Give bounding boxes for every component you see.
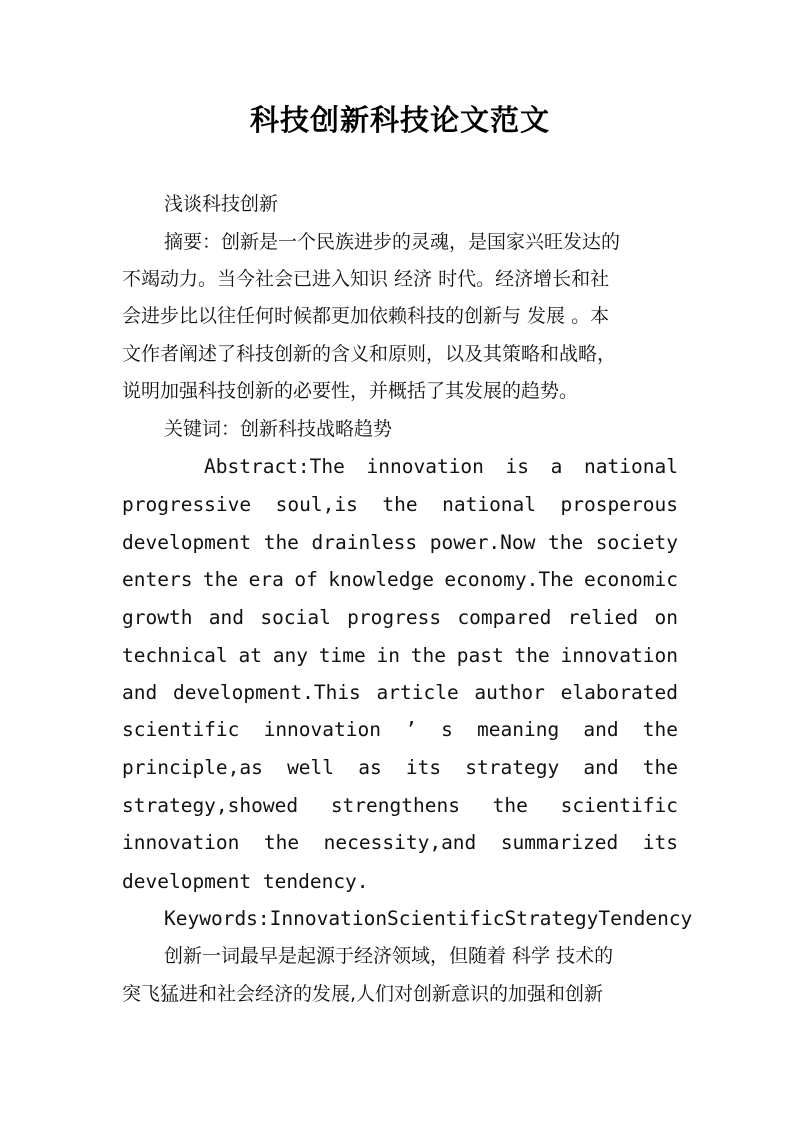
keywords-cn: 关键词：创新科技战略趋势 (164, 418, 393, 440)
abstract-en-word: s (441, 718, 453, 741)
abstract-en-word: and (208, 606, 245, 629)
abstract-en-word: power.Now (429, 531, 536, 554)
abstract-en-word: article (376, 681, 459, 704)
abstract-en-word: of (294, 568, 318, 591)
abstract-en-word: the (514, 644, 550, 667)
abstract-en-word: soul,is (275, 493, 358, 516)
abstract-en-word: prosperous (560, 493, 678, 516)
abstract-en-word: the (263, 531, 299, 554)
abstract-en-word: innovation (366, 455, 484, 478)
abstract-en-line (204, 453, 678, 481)
abstract-en-word: economic (584, 568, 678, 591)
abstract-en-word: development.This (172, 681, 361, 704)
abstract-en-word: the (492, 794, 528, 817)
abstract-en-word: innovation (122, 831, 240, 854)
abstract-en-line (122, 792, 678, 820)
abstract-en-word: ’ (405, 718, 417, 741)
abstract-en-word: is (505, 455, 530, 478)
abstract-en-word: strengthens (330, 794, 460, 817)
abstract-en-word: innovation (560, 644, 678, 667)
abstract-en-word: the (382, 493, 418, 516)
abstract-en-word: principle,as (122, 756, 263, 779)
abstract-cn-line: 会进步比以往任何时候都更加依赖科技的创新与 发展 。本 (122, 305, 610, 327)
abstract-en-word: drainless (311, 531, 418, 554)
abstract-en-word: enters (122, 568, 193, 591)
abstract-en-word: the (547, 531, 584, 554)
abstract-en-line (122, 679, 678, 707)
abstract-en-word: past (456, 644, 504, 667)
abstract-cn-line: 摘要：创新是一个民族进步的灵魂，是国家兴旺发达的 (164, 231, 621, 253)
abstract-en-word: social (260, 606, 331, 629)
abstract-en-word: any (272, 644, 308, 667)
abstract-en-word: scientific (122, 718, 240, 741)
abstract-en-word: progress (347, 606, 442, 629)
abstract-en-word: progressive (122, 493, 252, 516)
abstract-en-word: at (238, 644, 262, 667)
abstract-en-word: growth (122, 606, 193, 629)
abstract-cn-line: 不竭动力。当今社会已进入知识 经济 时代。经济增长和社 (122, 268, 610, 290)
body-cn-line: 创新一词最早是起源于经济领域，但随着 科学 技术的 (164, 945, 614, 967)
abstract-en-word: development (122, 531, 252, 554)
abstract-en-word: national (584, 455, 678, 478)
abstract-en-word: its (642, 831, 678, 854)
abstract-en-word: the (410, 644, 446, 667)
abstract-en-word: meaning (477, 718, 560, 741)
abstract-en-line (122, 604, 678, 632)
abstract-en-word: national (442, 493, 537, 516)
abstract-en-line (122, 529, 678, 557)
abstract-en-word: technical (122, 644, 228, 667)
abstract-en-line (122, 754, 678, 782)
abstract-en-line: development tendency. (122, 870, 369, 893)
abstract-en-word: relied (567, 606, 639, 629)
abstract-en-word: the (263, 831, 300, 854)
abstract-en-word: scientific (560, 794, 678, 817)
abstract-en-line (122, 642, 678, 670)
abstract-en-word: strategy,showed (122, 794, 299, 817)
abstract-en-word: summarized (500, 831, 619, 854)
abstract-en-line (122, 716, 678, 744)
body-cn-line: 突飞猛进和社会经济的发展,人们对创新意识的加强和创新 (122, 983, 604, 1005)
abstract-en-word: era (248, 568, 284, 591)
abstract-en-word: knowledge (328, 568, 434, 591)
abstract-en-word: and (122, 681, 158, 704)
abstract-en-word: necessity,and (323, 831, 477, 854)
keywords-en: Keywords:InnovationScientificStrategyTendency (164, 907, 693, 930)
abstract-en-word: and (583, 756, 619, 779)
abstract-en-word: Abstract:The (204, 455, 345, 478)
abstract-en-word: and (583, 718, 619, 741)
abstract-cn-line: 说明加强科技创新的必要性，并概括了其发展的趋势。 (122, 380, 579, 402)
abstract-en-word: economy.The (444, 568, 574, 591)
abstract-en-word: in (376, 644, 400, 667)
abstract-cn-line: 文作者阐述了科技创新的含义和原则，以及其策略和战略， (122, 343, 617, 365)
abstract-en-line (122, 829, 678, 857)
abstract-en-word: as (358, 756, 382, 779)
abstract-en-word: the (202, 568, 239, 591)
abstract-en-word: compared (457, 606, 552, 629)
abstract-en-word: author (474, 681, 545, 704)
subtitle: 浅谈科技创新 (164, 193, 279, 215)
abstract-en-word: society (595, 531, 678, 554)
abstract-en-word: its (405, 756, 442, 779)
abstract-en-line (122, 566, 678, 594)
page-title: 科技创新科技论文范文 (249, 103, 550, 137)
abstract-en-word: strategy (465, 756, 560, 779)
abstract-en-word: the (642, 718, 678, 741)
abstract-en-word: time (318, 644, 366, 667)
abstract-en-word: well (287, 756, 335, 779)
abstract-en-word: innovation (263, 718, 381, 741)
abstract-en-word: a (550, 455, 563, 478)
abstract-en-line (122, 491, 678, 519)
abstract-en-word: elaborated (560, 681, 678, 704)
abstract-en-word: the (642, 756, 678, 779)
abstract-en-word: on (654, 606, 678, 629)
